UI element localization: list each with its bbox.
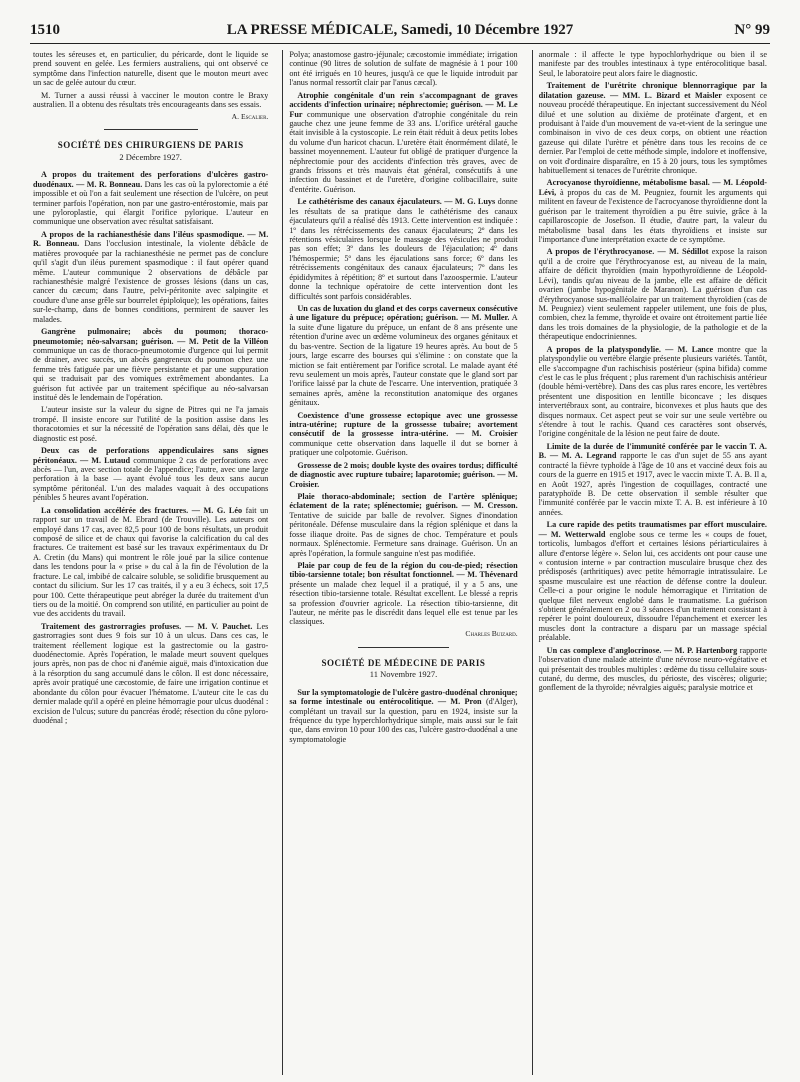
article (539, 345, 767, 439)
article-text: à propos du cas de M. Peugniez, fournit les arguments qui militent en faveur de l'existence de l'acrocyanose thyroïdienne dont la guérison par le traitement thyroïdien a pu être suivie, grâce à la capillaroscopie de Josefson. Il étudie, d'autre part, la valeur du métabolisme basal dans les états thyroïdiens et insiste sur l'importance d'une interprétation exacte de ce symptôme. (538, 187, 767, 245)
article-title: Deux cas de perforations appendiculaires sans signes péritonéaux. — M. Lutaud (33, 446, 269, 465)
section-date: 11 Novembre 1927. (369, 668, 438, 679)
section-title: SOCIÉTÉ DES CHIRURGIENS DE PARIS (57, 140, 244, 151)
article (289, 91, 517, 195)
article-text: communique une observation d'atrophie congénitale du rein gauche chez une jeune femme de 33 ans. L'orifice urétéral gauche était invisible à la cystoscopie. Le rein était réduit à deux petits lobes du volume d'un haricot chacun. L'uretère était énormément dilaté, le bassinet moyennement. L'auteur fut obligé de pratiquer d'urgence la néphrectomie pour des accidents d'infection très graves, avec de grands frissons et très mauvais état général, consécutifs à une infection du bassinet et de l'uretère, d'origine colibacillaire, suite d'entérite. Guérison. (289, 109, 518, 194)
article-text: communique cette observation dans laquelle il dut se borner à pratiquer une colpotomie. Guérison. (289, 438, 518, 458)
article-title: Plaie par coup de feu de la région du cou-de-pied; résection tibio-tarsienne totale; bon résultat fonctionnel. — M. Thévenard (289, 560, 518, 580)
paragraph: M. Turner a aussi réussi à vacciner le mouton contre le Braxy australien. Il a obtenu des résultats très encourageants dans ses essais. (33, 90, 269, 110)
article (33, 446, 268, 503)
article-text: Les gastrorragies sont dues 9 fois sur 10 à un ulcus. Dans ces cas, le traitement réellement logique est la gastrectomie ou la gastro-duodénectomie. Après l'opération, le malade meurt souvent quelques jours après, non pas de choc ni d'anémie aiguë, mais d'intoxication due à la résorption du sang accumulé dans le côlon. Il est donc nécessaire, après avoir pratiqué une cæcostomie, de faire une irrigation continue et abondante du côlon pour évacuer l'hématome. L'auteur cite le cas du dernier malade qu'il a opéré en pleine hémorragie pour ulcus duodénal : excision de l'ulcus; suture du pancréas érodé; résection du cône pyloro-duodénal ; (33, 621, 269, 725)
article (539, 520, 767, 642)
article (33, 622, 268, 726)
article-title: Sur la symptomatologie de l'ulcère gastro-duodénal chronique; sa forme intestinale ou entérocolitique. — M. Pron (289, 687, 518, 707)
article-text: (d'Alger), complétant un travail sur la question, paru en 1924, insiste sur la fréquence du type hyperchlorhydrique simple, mais aussi sur le fait que, dans environ 10 pour 100 des cas, l'ulcère gastro-duodénal a une symptomatologie (289, 697, 518, 744)
article-title: Traitement des gastrorragies profuses. — M. V. Pauchet. (41, 621, 253, 631)
separator (358, 647, 449, 648)
article-text: exposent ce nouveau procédé thérapeutique. En injectant successivement du Néol dilué et une solution au dixième de protéinate d'argent, et en produisant à l'aide d'un mouvement de va-et-vient de la seringue une combinaison in vivo de ces deux corps, on obtient une réaction gazeuse qui dilate l'urètre et pénètre dans tous les recoins de ce dernier. Par l'emploi de cette méthode simple, indolore et inoffensive, on voit d'ordinaire disparaître, en 15 à 20 jours, tous les symptômes habituellement si tenaces de l'urétrite chronique. (538, 90, 767, 176)
article-title: La cure rapide des petits traumatismes par effort musculaire. — M. Wetterwald (538, 520, 767, 539)
article-text: rapporte le cas d'un sujet de 55 ans ayant contracté la fièvre typhoïde à l'âge de 10 ans et vacciné deux fois au cours de la guerre en 1915 et 1917, avec le vaccin mixte T. A. B. Il a, en Août 1927, après l'ingestion de coquillages, contracté une paratyphoïde B. De cette observation il semble résulter que l'immunité conférée par le vaccin mixte T. A. B. est inférieure à 10 années. (538, 451, 767, 517)
article (289, 304, 517, 408)
article-title: Acrocyanose thyroïdienne, métabolisme basal. — M. Léopold-Lévi, (538, 178, 767, 197)
header-rule (30, 43, 770, 44)
separator (104, 129, 198, 130)
page-number: 1510 (30, 22, 60, 38)
article-title: Un cas complexe d'anglocrinose. — M. P. Hartenborg (546, 645, 738, 655)
article-title: Plaie thoraco-abdominale; section de l'artère splénique; éclatement de la rate; splénectomie; guérison. — M. Cresson. (289, 491, 518, 511)
article (289, 411, 517, 458)
journal-title: LA PRESSE MÉDICALE, Samedi, 10 Décembre 1927 (226, 22, 574, 38)
article-text: donne les résultats de sa pratique dans le cathétérisme des canaux éjaculateurs qu'il a réalisé dès 1913. Cette intervention est indiquée : 1º dans les rétrécissements des canaux éjaculateurs; 2º dans les rétentions vésiculaires lorsque le massage des vésicules ne produit pas son effet; 3º dans les douleurs de l'éjaculation; 4º dans l'hémospermie; 5º dans les éjaculations sans force; 6º dans les rétrécissements congénitaux des canaux éjaculateurs; 7º dans les épididymites à répétition; 8º et surtout dans l'azoospermie. L'auteur donne la technique opératoire de cette intervention dont les difficultés sont parfois considérables. (289, 197, 518, 301)
column-1 (33, 50, 268, 1075)
article-text: A la suite d'une ligature du prépuce, un enfant de 8 ans présente une rétention d'urine avec un œdème volumineux des organes génitaux et du bas-ventre. Section de la ligature 19 heures après. Au bout de 5 jours, large escarre des bourses qui s'élimine : on constate que la miction se fait entièrement par l'orifice scrotal. Le malade ayant été revu seulement un mois après, l'auteur constate que le gland sort par l'orifice laissé par la chute de l'escarre. Une intervention, pratiquée 3 semaines après, amène la reconstitution anatomique des organes génitaux. (289, 313, 518, 408)
article (289, 688, 517, 745)
paragraph: Polya; anastomose gastro-jéjunale; cæcostomie immédiate; irrigation continue (90 litres de solution de sulfate de magnésie à 1 pour 100 ont été irrigués en 10 heures, jusqu'à ce que le liquide introduit par l'anus normal ressortît clair par l'anus cæcal). (289, 50, 518, 88)
article-title: Le cathétérisme des canaux éjaculateurs. — M. G. Luys (297, 197, 496, 207)
article-title: La consolidation accélérée des fractures. — M. G. Léo (41, 505, 243, 515)
article (539, 81, 767, 175)
article-text: montre que la platyspondylie ou vertèbre élargie présente plusieurs variétés. Tantôt, elle s'accompagne d'un rachischisis postérieur (spina bifida) comme c'est le cas le plus fréquent ; plus rarement d'un rachischisis antérieur (double hémi-vertèbre). Dans des cas plus rares encore, les vertèbres présentent une disposition en lentille biconcave ; les disques intervertébraux sont, au contraire, biconvexes et plus hauts que des disques normaux. Cet aspect peut se voir sur une seule vertèbre ou s'étendre à tout le rachis. Quand ces caractères sont observés, l'origine congénitale de la lésion ne peut faire de doute. (538, 344, 767, 439)
article-title: Traitement de l'urétrite chronique blennorragique par la dilatation gazeuse. — MM. L. Bizard et Maisler (538, 81, 767, 100)
article-text: présente un malade chez lequel il a pratiqué, il y a 5 ans, une résection tibio-tarsienne totale. Résultat excellent. Le blessé a repris sa profession d'ouvrier agricole. La résection tibio-tarsienne, dit l'auteur, ne mérite pas le discrédit dans lequel elle est tenue par les classiques. (289, 579, 518, 627)
article-title: Gangrène pulmonaire; abcès du poumon; thoraco-pneumotomie; néo-salvarsan; guérison. — M. Petit de la Villéon (33, 327, 269, 346)
article (539, 247, 767, 341)
article (289, 561, 517, 627)
paragraph: L'auteur insiste sur la valeur du signe de Pitres qui ne l'a jamais trompé. Il insiste encore sur l'utilité de la position assise dans les thoracotomies et sur la nécessité de l'opération sans délai, dès que le diagnostic est posé. (33, 405, 269, 443)
article-text: communique un cas de thoraco-pneumotomie d'urgence qui lui permit de drainer, avec succès, un abcès gangreneux du poumon chez une femme très fatiguée par une fièvre persistante et par une suppuration qui se traduisait par des vomiques extrêmement abondantes. La guérison fut activée par un traitement spécifique au néo-salvarsan institué dès le lendemain de l'opération. (33, 345, 269, 403)
article-title: Limite de la durée de l'immunité conférée par le vaccin T. A. B. — M. A. Legrand (538, 441, 767, 461)
article-title: Atrophie congénitale d'un rein s'accompagnant de graves accidents d'infection urinaire; néphrectomie; guérison. — M. Le Fur (289, 90, 518, 119)
article-text: expose la raison qu'il a de croire que l'érythrocyanose est, au niveau de la main, affaire de déficit thyroïdien (main hypothyroïdienne de Léopold-Lévi), tandis qu'au niveau de la jambe, elle est affaire de déficit ovarien (jambe hypogénitale de Maranon). La guérison d'un cas d'érythrocyanose sus-malléolaire par un traitement thyroïdien (cas de M. Peugniez) vient seulement rappeler utilement, une fois de plus, combien, chez la femme, thyroïde et ovaire ont étroitement partie liée dans les trois domaines de la physiologie, de la pathologie et de la thérapeutique endocriniennes. (538, 247, 767, 342)
article (289, 461, 517, 489)
article (33, 170, 268, 227)
article-text: rapporte l'observation d'une malade atteinte d'une névrose neuro-végétative et qui présentait des troubles multiples : œdème du tissu cellulaire sous-cutané, du derme, des muscles, du périoste, des viscères; oligurie; gonflement de la thyroïde; névralgies aiguës; paralysie motrice et (538, 645, 767, 693)
article (33, 506, 268, 619)
article-text: communique 2 cas de perforations avec abcès — l'un, avec section totale de l'appendice; l'autre, avec une large perforation à la base — ayant évolué tous les deux sans aucun symptôme péritonéal. L'un des malades vaquait à des occupations pénibles 5 heures avant l'opération. (33, 455, 269, 503)
article (539, 442, 767, 517)
issue-number: N° 99 (734, 22, 770, 38)
article-text: Dans l'occlusion intestinale, la violente débâcle de matières provoquée par la rachianesthésie ne permet pas de conclure qu'il s'agit d'un iléus purement spasmodique : il faut opérer quand même. L'auteur communique 2 observations de débâcle par rachianesthésie malgré l'existence de grosses lésions (dans un cas, cancer du cæcum; dans l'autre, pelvi-péritonite avec salpingite et coudure d'une anse grêle sur bourrelet épiploïque); les opérations, faites sur-le-champ, dans de bonnes conditions, permirent de sauver les malades. (33, 239, 269, 324)
columns (33, 50, 767, 1075)
column-2 (282, 50, 517, 1075)
section-date: 2 Décembre 1927. (119, 151, 182, 162)
article-title: A propos de l'érythrocyanose. — M. Sédillot (546, 247, 709, 257)
article-text: Tentative de suicide par balle de revolver. Signes d'inondation péritonéale. Défense musculaire dans la région splénique et dans la fosse iliaque droite. Pas de signes de choc. Température et pouls normaux. Splénectomie. Fermeture sans drainage. Guérison. Un an après l'opération, la formule sanguine n'est pas modifiée. (289, 510, 518, 558)
paragraph: anormale : il affecte le type hypochlorhydrique ou bien il se manifeste par des troubles intestinaux à type entérocolitique basal. Seul, le laboratoire peut alors faire le diagnostic. (538, 50, 767, 78)
article (289, 197, 517, 301)
article-title: A propos du traitement des perforations d'ulcères gastro-duodénaux. — M. R. Bonneau. (33, 170, 269, 189)
article (539, 178, 767, 244)
article-title: Coexistence d'une grossesse ectopique avec une grossesse intra-utérine; rupture de la grossesse tubaire; avortement consécutif de la grossesse intra-utérine. — M. Croisier (289, 410, 518, 439)
column-3 (532, 50, 767, 1075)
article-title: Grossesse de 2 mois; double kyste des ovaires tordus; difficulté de diagnostic avec rupture tubaire; laparotomie; guérison. — M. Croisier. (289, 460, 518, 489)
article (33, 327, 268, 402)
article (33, 230, 268, 324)
article-text: englobe sous ce terme les « coups de fouet, torticolis, lumbagos d'effort et certaines lésions périarticulaires à allure d'entorse légère ». Selon lui, ces accidents ont pour cause une « contusion interne » par contraction musculaire brusque chez des prédisposés (arthritiques) avec petite hémorragie intratissulaire. Le spasme musculaire est une réaction de défense contre la douleur. Celle-ci a pour origine le nodule hémorragique et l'irritation de quelque filet nerveux englobé dans le traumatisme. La guérison s'obtient généralement en 2 ou 3 séances d'un traitement consistant à repérer le point douloureux, dissoudre l'épanchement et exercer les muscles dont la contracture a disparu par un massage spécial préalable. (538, 529, 767, 643)
section-title: SOCIÉTÉ DE MÉDECINE DE PARIS (321, 657, 486, 668)
signature: A. Escalier. (231, 111, 269, 121)
article-text: fait un rapport sur un travail de M. Ebrard (de Trouville). Les auteurs ont employé dans 17 cas, avec 82,5 pour 100 de bons résultats, un produit composé de silice et de chaux qui favorise la calcification du cal des fractures. Ce traitement est basé sur les travaux expérimentaux du Dr A. Cretin (du Mans) qui montrent le rôle joué par la silice contenue dans les tendons pour la « prise » du cal à la fin de l'évolution de la fracture. Le cal, imbibé de calcaire soluble, se solidifie brusquement au contact du silicium. Sur les 17 cas traités, il y a eu 3 échecs, soit 17,5 pour 100. Cette thérapeutique peut abréger la durée du traitement d'un tiers ou de la moitié. On comprend son utilité, en particulier au point de vue des accidents du travail. (33, 505, 269, 619)
page-header (30, 22, 770, 40)
article (289, 492, 517, 558)
article-title: A propos de la rachianesthésie dans l'iléus spasmodique. — M. R. Bonneau. (33, 229, 269, 249)
article (539, 646, 767, 693)
signature: Charles Buizard. (465, 628, 518, 638)
article-title: Un cas de luxation du gland et des corps caverneux consécutive à une ligature du prépuce; opération; guérison. — M. Muller. (289, 303, 518, 323)
paragraph: toutes les séreuses et, en particulier, du péricarde, dont le liquide se prend souvent en gelée. Les fermiers australiens, qui ont observé ce symptôme dans l'infection naturelle, disent que le mouton meurt avec un sac de gelée autour du cœur. (33, 50, 269, 88)
article-title: A propos de la platyspondylie. — M. Lance (546, 344, 714, 354)
article-text: Dans les cas où la pylorectomie a été impossible et où l'on a fait seulement une résection de l'ulcère, on peut terminer parfois l'opération, non par une gastro-entérostomie, mais par une pyloroplastie, qui élargit l'orifice pylorique. L'auteur en communique une observation avec résultat satisfaisant. (33, 179, 269, 227)
